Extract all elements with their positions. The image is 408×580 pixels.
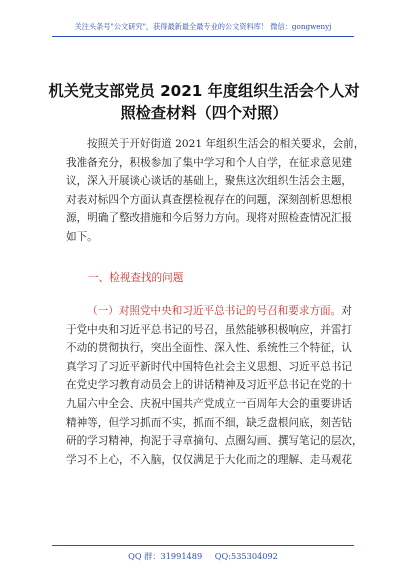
footer-divider xyxy=(52,545,354,546)
paragraph-line: 在党史学习教育动员会上的讲话精神及习近平总书记在党的十 xyxy=(66,379,353,392)
header-divider xyxy=(52,36,354,37)
footer xyxy=(52,551,354,562)
paragraph-line: 学习不上心，不入脑，仅仅满足于大化而之的理解、走马观花 xyxy=(66,453,353,466)
subsection-heading: （一）对照党中央和习近平总书记的号召和要求方面。 xyxy=(87,305,342,317)
title-line: 照检查材料（四个对照） xyxy=(120,104,288,122)
paragraph-line: 对表对标四个方面认真查摆检视存在的问题，深刻剖析思想根 xyxy=(66,193,353,206)
footer-qq-group: QQ 群：31991489 xyxy=(128,551,203,561)
paragraph-line: 源，明确了整改措施和今后努力方向。现将对照检查情况汇报 xyxy=(66,212,353,225)
paragraph-line: 研的学习精神，拘泥于寻章摘句、点圈勾画、撰写笔记的层次， xyxy=(66,435,363,448)
paragraph-line: 精神等，但学习抓而不实，抓而不细，缺乏盘根问底，刻苦钻 xyxy=(66,416,353,429)
paragraph-line xyxy=(66,302,352,321)
paragraph-line: 九届六中全会、庆祝中国共产党成立一百周年大会的重要讲话 xyxy=(66,397,353,410)
title-line: 机关党支部党员 2021 年度组织生活会个人对 xyxy=(48,82,360,100)
paragraph-line: 于党中央和习近平总书记的号召，虽然能够积极响应，并雷打 xyxy=(66,323,353,336)
footer-qq: QQ:535304092 xyxy=(214,551,278,561)
paragraph-line: 真学习了习近平新时代中国特色社会主义思想、习近平总书记 xyxy=(66,360,353,373)
paragraph-line: 议，深入开展谈心谈话的基础上，聚焦这次组织生活会主题， xyxy=(66,175,353,188)
section-heading: 一、检视查找的问题 xyxy=(88,272,184,284)
header-banner: 关注头条号"公文研究"，获得最新最全最专业的公文资料库！ 微信：gongwenyj xyxy=(74,22,332,31)
paragraph-line: 不动的贯彻执行，突出全面性、深入性、系统性三个特征，认 xyxy=(66,342,353,355)
paragraph-line: 按照关于开好街道 2021 年组织生活会的相关要求，会前， xyxy=(87,138,365,150)
subsection-paragraph xyxy=(66,302,363,469)
paragraph-line: 如下。 xyxy=(66,230,98,243)
document-title xyxy=(48,80,360,124)
intro-paragraph xyxy=(66,135,365,247)
subsection-heading-tail: 对 xyxy=(341,305,352,317)
paragraph-line: 我准备充分，积极参加了集中学习和个人自学，在征求意见建 xyxy=(66,156,353,169)
